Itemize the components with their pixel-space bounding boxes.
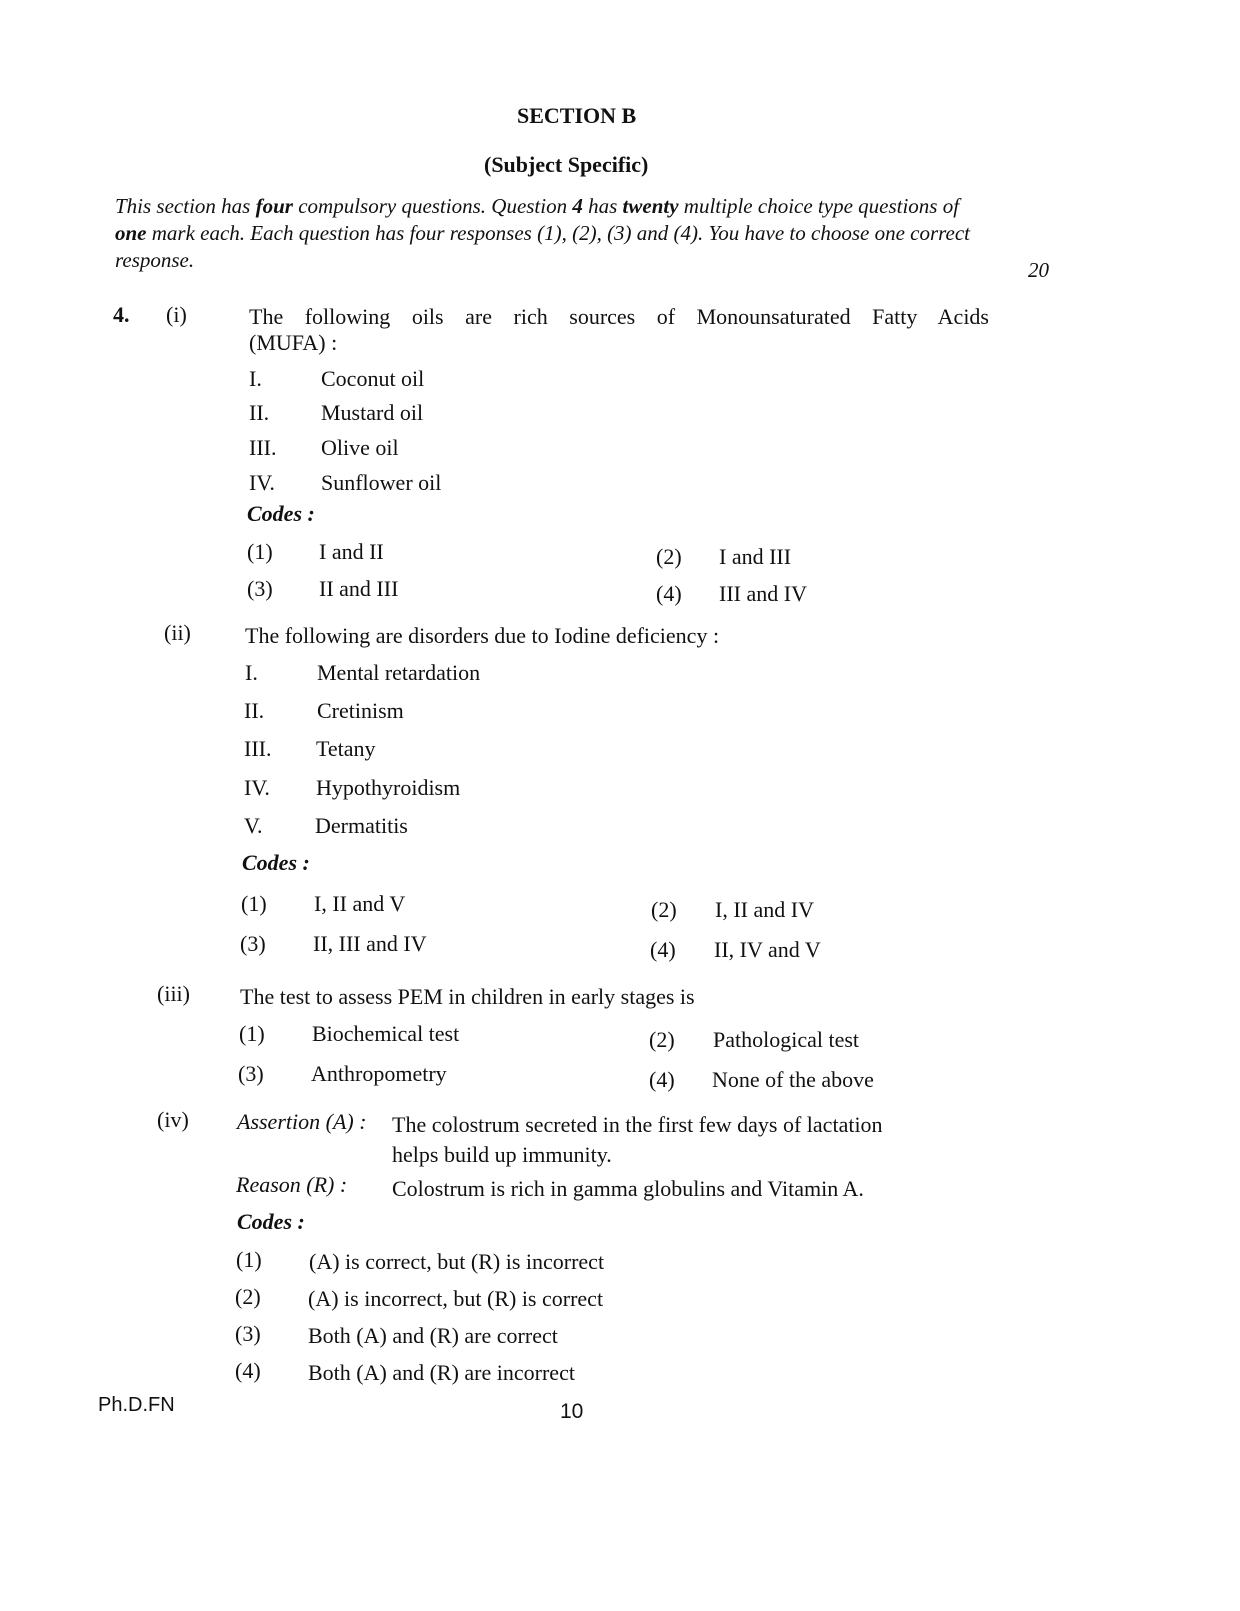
q3-option-text: Anthropometry xyxy=(311,1061,447,1086)
assertion-label: Assertion (A) : xyxy=(237,1109,367,1134)
q1-stem-line2: (MUFA) : xyxy=(249,330,338,355)
q4-option-text: (A) is correct, but (R) is incorrect xyxy=(309,1249,605,1274)
q2-item-roman: IV. xyxy=(244,775,270,800)
q2-option-text: II, IV and V xyxy=(714,937,821,962)
q2-item-roman: V. xyxy=(244,813,263,838)
q2-option-number: (4) xyxy=(650,937,676,962)
subquestion-number-ii: (ii) xyxy=(164,620,191,645)
q3-option-text: Biochemical test xyxy=(312,1021,460,1046)
q2-item-text: Cretinism xyxy=(317,698,404,723)
q4-option-text: (A) is incorrect, but (R) is correct xyxy=(308,1286,604,1311)
q1-option-number: (1) xyxy=(247,539,273,564)
q1-item-roman: II. xyxy=(249,400,270,425)
subquestion-number-iii: (iii) xyxy=(157,981,190,1006)
q2-item-roman: III. xyxy=(244,736,272,761)
footer-paper-code: Ph.D.FN xyxy=(98,1394,175,1416)
q1-option-number: (4) xyxy=(656,581,682,606)
q4-option-number: (3) xyxy=(235,1321,261,1346)
q3-option-number: (1) xyxy=(239,1021,265,1046)
q1-option-text: I and III xyxy=(719,544,792,569)
instr-text-4: multiple choice type questions of xyxy=(678,194,960,218)
q1-stem-line1: The following oils are rich sources of Monounsaturated Fatty Acids xyxy=(249,304,989,329)
section-title: SECTION B xyxy=(517,103,637,128)
page-number: 10 xyxy=(560,1400,584,1423)
q2-item-roman: II. xyxy=(244,698,265,723)
q3-option-number: (4) xyxy=(649,1067,675,1092)
q1-option-text: I and II xyxy=(319,539,384,564)
subquestion-number-i: (i) xyxy=(166,302,187,327)
subquestion-number-iv: (iv) xyxy=(157,1107,189,1132)
question-number: 4. xyxy=(113,302,130,327)
q2-option-number: (2) xyxy=(651,897,677,922)
q2-item-roman: I. xyxy=(245,660,258,685)
section-marks: 20 xyxy=(1028,258,1049,282)
q4-option-number: (2) xyxy=(235,1284,261,1309)
q2-item-text: Mental retardation xyxy=(317,660,481,685)
q3-option-text: Pathological test xyxy=(713,1027,860,1052)
q3-option-text: None of the above xyxy=(712,1067,874,1092)
q1-item-text: Olive oil xyxy=(321,435,399,460)
q2-item-text: Hypothyroidism xyxy=(316,775,461,800)
section-subtitle: (Subject Specific) xyxy=(484,152,649,177)
q2-option-text: II, III and IV xyxy=(313,931,427,956)
reason-label: Reason (R) : xyxy=(236,1172,348,1197)
q2-option-text: I, II and V xyxy=(314,891,406,916)
q4-option-number: (4) xyxy=(235,1358,261,1383)
instr-text-3: has xyxy=(582,194,623,218)
assertion-line1: The colostrum secreted in the first few days of lactation xyxy=(392,1112,883,1137)
section-instructions xyxy=(115,193,995,274)
assertion-line2: helps build up immunity. xyxy=(392,1142,612,1167)
q1-option-number: (3) xyxy=(247,576,273,601)
instr-bold-4: one xyxy=(115,221,147,245)
q1-item-text: Coconut oil xyxy=(321,366,425,391)
q3-stem: The test to assess PEM in children in early stages is xyxy=(240,984,695,1009)
q1-option-number: (2) xyxy=(656,544,682,569)
q1-item-roman: IV. xyxy=(249,470,275,495)
q2-stem: The following are disorders due to Iodine deficiency : xyxy=(245,623,720,648)
q2-item-text: Dermatitis xyxy=(315,813,408,838)
q1-item-roman: I. xyxy=(249,366,262,391)
instr-bold-1: four xyxy=(255,194,293,218)
q2-option-number: (1) xyxy=(241,891,267,916)
instr-bold-3: twenty xyxy=(622,194,679,218)
q4-option-text: Both (A) and (R) are incorrect xyxy=(308,1360,575,1385)
q1-item-text: Mustard oil xyxy=(321,400,424,425)
q2-option-number: (3) xyxy=(240,931,266,956)
q2-option-text: I, II and IV xyxy=(715,897,814,922)
instr-text-1: This section has xyxy=(115,194,256,218)
q2-item-text: Tetany xyxy=(316,736,376,761)
q4-option-number: (1) xyxy=(236,1247,262,1272)
instr-text-2: compulsory questions. Question xyxy=(292,194,573,218)
instr-bold-2: 4 xyxy=(572,194,583,218)
q3-option-number: (2) xyxy=(649,1027,675,1052)
q1-option-text: III and IV xyxy=(719,581,807,606)
q4-codes-label: Codes : xyxy=(237,1209,305,1234)
q4-option-text: Both (A) and (R) are correct xyxy=(308,1323,558,1348)
instr-text-5: mark each. Each question has four responses (1), (2), (3) and (4). You have to choose one correct response. xyxy=(115,221,971,272)
q1-item-roman: III. xyxy=(249,435,277,460)
q1-item-text: Sunflower oil xyxy=(321,470,442,495)
q1-option-text: II and III xyxy=(319,576,399,601)
q3-option-number: (3) xyxy=(238,1061,264,1086)
q2-codes-label: Codes : xyxy=(242,850,310,875)
reason-text: Colostrum is rich in gamma globulins and Vitamin A. xyxy=(392,1176,864,1201)
q1-codes-label: Codes : xyxy=(247,501,315,526)
